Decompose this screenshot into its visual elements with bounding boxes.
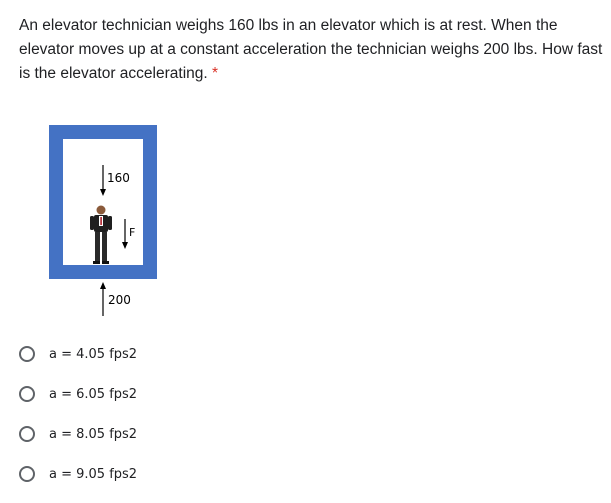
technician-left-arm	[90, 216, 94, 230]
radio-button[interactable]	[19, 346, 35, 362]
option-3[interactable]	[19, 422, 219, 446]
technician-left-shoe	[93, 261, 100, 264]
option-label: a = 6.05 fps2	[49, 386, 138, 402]
radio-button[interactable]	[19, 466, 35, 482]
weight-label-160: 160	[107, 171, 130, 185]
option-label: a = 4.05 fps2	[49, 346, 138, 362]
required-marker: *	[212, 65, 219, 82]
question-body: An elevator technician weighs 160 lbs in an elevator which is at rest. When the elevator moves up at a constant acceleration the technician weighs 200 lbs. How fast is the elevator accelerating.	[19, 17, 603, 82]
force-label-f: F	[129, 226, 136, 239]
technician-head	[97, 206, 106, 215]
normal-label-200: 200	[108, 293, 131, 307]
radio-button[interactable]	[19, 386, 35, 402]
technician-right-arm	[108, 216, 112, 230]
option-4[interactable]	[19, 462, 219, 486]
technician-left-leg	[95, 232, 100, 261]
option-2[interactable]	[19, 382, 219, 406]
normal-arrow-head	[100, 282, 106, 289]
radio-button[interactable]	[19, 426, 35, 442]
option-label: a = 9.05 fps2	[49, 466, 138, 482]
technician-right-shoe	[102, 261, 109, 264]
option-1[interactable]	[19, 342, 219, 366]
technician-right-leg	[102, 232, 107, 261]
technician-tie	[100, 217, 102, 225]
option-label: a = 8.05 fps2	[49, 426, 138, 442]
